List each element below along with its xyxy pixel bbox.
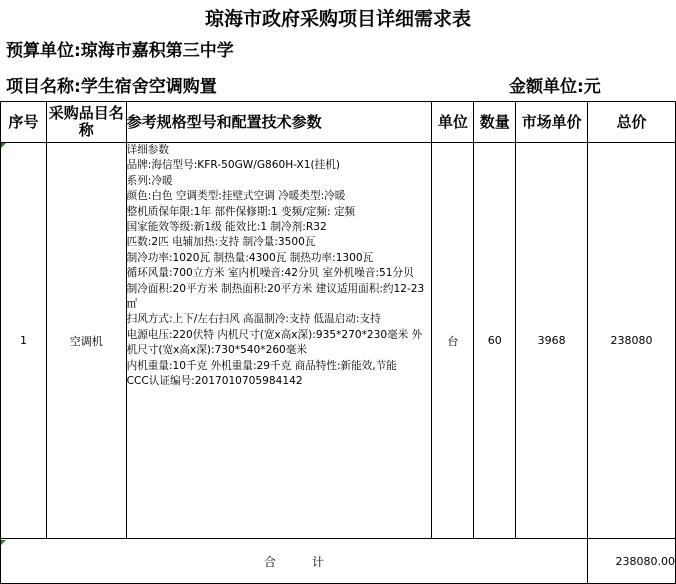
spec-line: CCC认证编号:2017010705984142 — [126, 375, 303, 388]
spec-line: 品牌:海信型号:KFR-50GW/G860H-X1(挂机) — [126, 159, 340, 172]
spec-line: 内机重量:10千克 外机重量:29千克 商品特性:新能效,节能 — [126, 359, 397, 372]
col-header-unit: 单位 — [432, 102, 474, 143]
col-header-item: 采购品目名称 — [46, 102, 126, 143]
cell-qty: 60 — [474, 143, 516, 539]
requirements-table — [0, 101, 676, 584]
cell-no: 1 — [1, 143, 47, 539]
spec-line: 循环风量:700立方米 室内机噪音:42分贝 室外机噪音:51分贝 — [126, 267, 414, 280]
document-title: 琼海市政府采购项目详细需求表 — [204, 8, 471, 30]
spec-line: 整机质保年限:1年 部件保修期:1 变频/定频: 定频 — [126, 205, 356, 218]
spec-line: 匹数:2匹 电辅加热:支持 制冷量:3500瓦 — [126, 236, 316, 249]
col-header-qty: 数量 — [474, 102, 516, 143]
col-header-spec: 参考规格型号和配置技术参数 — [126, 102, 432, 143]
project-name: 项目名称:学生宿舍空调购置 — [6, 77, 217, 97]
total-label: 合计 — [1, 539, 588, 584]
spec-line: 颜色:白色 空调类型:挂壁式空调 冷暖类型:冷暖 — [126, 190, 346, 203]
col-header-total: 总价 — [588, 102, 676, 143]
cell-marker-icon — [1, 540, 6, 545]
col-header-no: 序号 — [1, 102, 47, 143]
cell-unit: 台 — [432, 143, 474, 539]
header-row — [1, 102, 676, 143]
total-value: 238080.00 — [588, 539, 676, 584]
cell-total: 238080 — [588, 143, 676, 539]
spec-line: 详细参数 — [126, 144, 169, 156]
cell-item: 空调机 — [46, 143, 126, 539]
spec-line: 国家能效等级:新1级 能效比:1 制冷剂:R32 — [126, 221, 327, 234]
budget-unit: 预算单位:琼海市嘉积第三中学 — [6, 41, 234, 61]
total-row — [1, 539, 676, 584]
amount-unit: 金额单位:元 — [509, 77, 601, 97]
spec-line: 电源电压:220伏特 内机尺寸(宽x高x深):935*270*230毫米 外机尺寸(宽x高x深):730*540*260毫米 — [126, 328, 423, 357]
spec-line: 制冷面积:20平方米 制热面积:20平方米 建议适用面积:约12-23㎡ — [126, 282, 425, 311]
col-header-price: 市场单价 — [516, 102, 588, 143]
cell-spec — [126, 143, 432, 539]
table-row — [1, 143, 676, 539]
spec-line: 制冷功率:1020瓦 制热量:4300瓦 制热功率:1300瓦 — [126, 251, 374, 264]
cell-marker-icon — [1, 143, 6, 148]
spec-line: 扫风方式:上下/左右扫风 高温制冷:支持 低温启动:支持 — [126, 313, 381, 326]
spec-line: 系列:冷暖 — [126, 174, 173, 187]
cell-price: 3968 — [516, 143, 588, 539]
